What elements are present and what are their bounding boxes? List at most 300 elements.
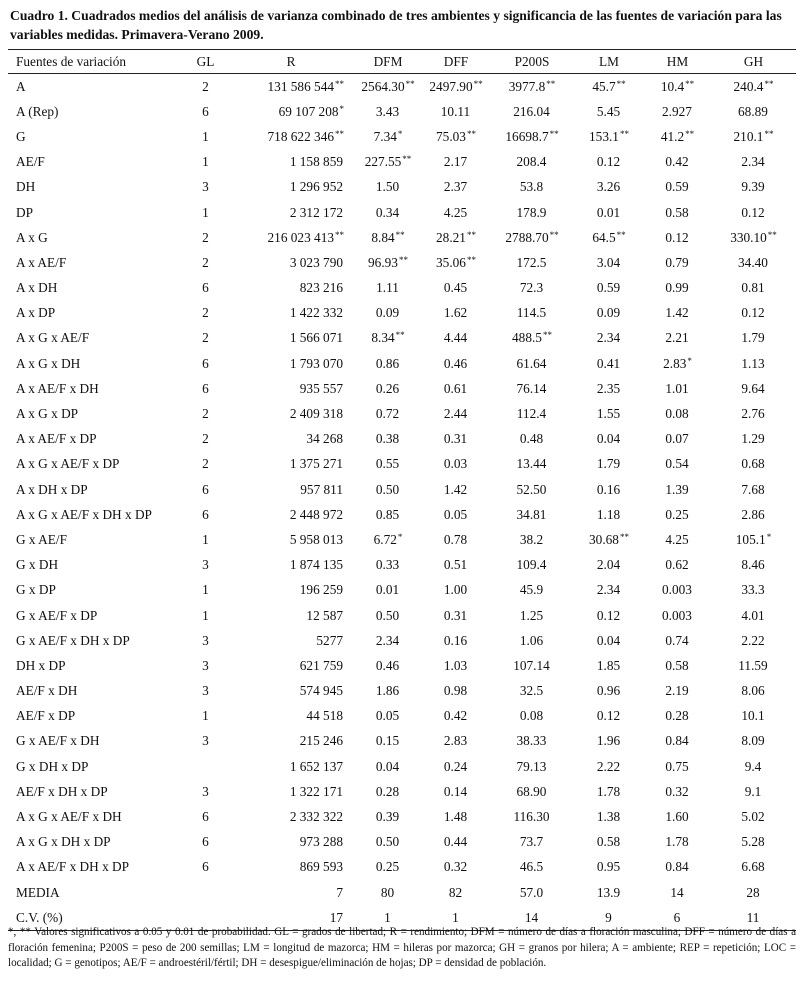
cell-value: 0.41 [596, 355, 621, 371]
cell-gl [183, 150, 228, 175]
cell-value: 0.72 [375, 406, 400, 422]
cell-value: 1.06 [519, 632, 544, 648]
cell-value: 1.13 [741, 355, 765, 371]
table-row [8, 553, 796, 578]
table-row [8, 200, 796, 225]
cell-lm [574, 427, 644, 452]
cell-value: 0.81 [741, 280, 765, 296]
cell-gl [183, 351, 228, 376]
cell-value: 38.33 [516, 733, 547, 749]
cell-value: 210.1 [733, 128, 764, 144]
cell-value: 6 [202, 834, 209, 850]
cell-gl [183, 603, 228, 628]
cell-value: 0.62 [665, 557, 689, 573]
cell-value: 0.96 [596, 683, 621, 699]
cell-value: 4.01 [741, 607, 765, 623]
cell-value: 1 652 137 [289, 758, 343, 774]
cell-value: G x DP [16, 582, 56, 598]
cell-value: 2 [202, 330, 209, 346]
cell-value: 116.30 [513, 809, 550, 825]
cell-value: AE/F x DH x DP [16, 783, 108, 799]
cell-p200s [490, 880, 574, 905]
cell-value: 0.28 [665, 708, 689, 724]
table-row [8, 225, 796, 250]
cell-value: G x AE/F x DH x DP [16, 632, 130, 648]
cell-r [228, 578, 354, 603]
cell-value: A x G x DH [16, 355, 81, 371]
cell-dff [422, 880, 490, 905]
cell-dfm [354, 477, 422, 502]
cell-source [8, 401, 183, 426]
cell-value: 0.54 [665, 456, 689, 472]
cell-hm [644, 225, 711, 250]
cell-p200s [490, 452, 574, 477]
cell-p200s [490, 225, 574, 250]
cell-gl [183, 704, 228, 729]
cell-lm [574, 704, 644, 729]
cell-value: 0.12 [596, 607, 621, 623]
cell-value: 44 518 [306, 708, 343, 724]
table-row [8, 175, 796, 200]
cell-p200s [490, 578, 574, 603]
anova-table [8, 49, 796, 931]
cell-value: 0.84 [665, 859, 689, 875]
significance-marker: ** [466, 254, 476, 265]
table-row [8, 301, 796, 326]
cell-value: 3.26 [596, 179, 621, 195]
cell-value: 935 557 [299, 380, 343, 396]
cell-lm [574, 729, 644, 754]
cell-source [8, 679, 183, 704]
cell-p200s [490, 74, 574, 100]
cell-source [8, 628, 183, 653]
significance-marker: ** [395, 330, 405, 341]
cell-value: 107.14 [513, 657, 550, 673]
cell-value: 3 [202, 657, 209, 673]
cell-value: 4.44 [443, 330, 468, 346]
cell-value: 6 [202, 355, 209, 371]
cell-value: 0.46 [375, 657, 400, 673]
cell-value: 869 593 [299, 859, 343, 875]
table-row [8, 628, 796, 653]
cell-p200s [490, 401, 574, 426]
cell-r [228, 99, 354, 124]
cell-value: A x G x AE/F [16, 330, 90, 346]
cell-value: 10.1 [741, 708, 765, 724]
cell-lm [574, 74, 644, 100]
significance-marker: ** [685, 128, 695, 139]
significance-marker: ** [685, 78, 695, 89]
cell-gh [711, 804, 796, 829]
cell-value: 52.50 [516, 481, 547, 497]
cell-value: 0.99 [665, 280, 689, 296]
cell-value: 1 158 859 [289, 154, 343, 170]
cell-p200s [490, 704, 574, 729]
cell-value: 0.14 [443, 783, 468, 799]
table-row [8, 477, 796, 502]
cell-value: 10.11 [440, 103, 471, 119]
cell-value: 4.25 [443, 204, 468, 220]
cell-value: 6 [202, 859, 209, 875]
cell-value: 2 409 318 [289, 406, 343, 422]
cell-dfm [354, 301, 422, 326]
cell-value: 1.11 [376, 280, 399, 296]
cell-gl [183, 830, 228, 855]
cell-hm [644, 754, 711, 779]
cell-p200s [490, 754, 574, 779]
cell-r [228, 653, 354, 678]
cell-gl [183, 653, 228, 678]
cell-value: 8.34 [371, 330, 395, 346]
cell-value: 1.00 [443, 582, 468, 598]
cell-dfm [354, 351, 422, 376]
cell-r [228, 527, 354, 552]
cell-value: A x AE/F x DP [16, 431, 97, 447]
cell-gh [711, 578, 796, 603]
cell-dfm [354, 175, 422, 200]
significance-marker: ** [549, 128, 559, 139]
cell-dfm [354, 830, 422, 855]
cell-value: 6 [202, 506, 209, 522]
cell-value: 0.05 [375, 708, 400, 724]
cell-p200s [490, 553, 574, 578]
cell-value: 227.55 [364, 154, 402, 170]
cell-hm [644, 351, 711, 376]
cell-r [228, 830, 354, 855]
cell-value: 2497.90 [429, 78, 473, 94]
cell-value: 9 [605, 909, 612, 925]
cell-gl [183, 679, 228, 704]
cell-r [228, 351, 354, 376]
cell-dff [422, 502, 490, 527]
cell-value: 112.4 [516, 406, 547, 422]
cell-value: 7.34 [373, 128, 397, 144]
significance-marker: * [397, 531, 403, 542]
cell-gl [183, 779, 228, 804]
cell-lm [574, 401, 644, 426]
cell-value: 1.50 [375, 179, 400, 195]
cell-value: 330.10 [730, 229, 767, 245]
header-dfm: DFM [373, 53, 403, 69]
cell-lm [574, 653, 644, 678]
cell-gl [183, 276, 228, 301]
cell-p200s [490, 830, 574, 855]
cell-hm [644, 855, 711, 880]
cell-value: 0.75 [665, 758, 689, 774]
cell-dff [422, 477, 490, 502]
cell-value: 14 [524, 909, 539, 925]
cell-value: 5.02 [741, 809, 765, 825]
cell-gl [183, 578, 228, 603]
table-row [8, 452, 796, 477]
cell-value: 0.24 [443, 758, 468, 774]
significance-marker: ** [549, 229, 559, 240]
cell-value: 0.50 [375, 481, 400, 497]
cell-value: 0.16 [596, 481, 621, 497]
cell-gh [711, 553, 796, 578]
cell-source [8, 553, 183, 578]
cell-gh [711, 401, 796, 426]
cell-value: 1.62 [443, 305, 468, 321]
cell-value: 109.4 [516, 557, 547, 573]
cell-hm [644, 502, 711, 527]
cell-gh [711, 376, 796, 401]
cell-r [228, 603, 354, 628]
cell-gh [711, 326, 796, 351]
cell-r [228, 225, 354, 250]
cell-hm [644, 99, 711, 124]
cell-value: 8.09 [741, 733, 765, 749]
cell-dff [422, 653, 490, 678]
table-row [8, 804, 796, 829]
cell-value: A x G x AE/F x DH x DP [16, 506, 152, 522]
significance-marker: ** [402, 154, 412, 165]
cell-dfm [354, 124, 422, 149]
cell-gl [183, 729, 228, 754]
cell-value: 0.79 [665, 254, 689, 270]
cell-value: 718 622 346 [267, 128, 334, 144]
cell-p200s [490, 175, 574, 200]
cell-value: 41.2 [660, 128, 685, 144]
cell-r [228, 553, 354, 578]
cell-p200s [490, 124, 574, 149]
cell-dfm [354, 679, 422, 704]
cell-value: 1.03 [443, 657, 468, 673]
cell-p200s [490, 855, 574, 880]
cell-source [8, 527, 183, 552]
cell-value: A x G x AE/F x DH [16, 809, 122, 825]
cell-r [228, 175, 354, 200]
cell-dfm [354, 628, 422, 653]
cell-value: 0.32 [665, 783, 689, 799]
cell-value: 0.51 [443, 557, 468, 573]
cell-hm [644, 74, 711, 100]
cell-dff [422, 276, 490, 301]
cell-dfm [354, 250, 422, 275]
cell-gh [711, 754, 796, 779]
cell-p200s [490, 376, 574, 401]
cell-value: AE/F [16, 154, 45, 170]
cell-value: 75.03 [436, 128, 466, 144]
cell-r [228, 502, 354, 527]
cell-gl [183, 326, 228, 351]
cell-dfm [354, 150, 422, 175]
table-header-row [8, 50, 796, 74]
cell-gh [711, 150, 796, 175]
cell-value: 2 [202, 229, 209, 245]
cell-r [228, 427, 354, 452]
cell-value: 0.68 [741, 456, 765, 472]
cell-source [8, 427, 183, 452]
cell-source [8, 704, 183, 729]
cell-value: 6 [202, 103, 209, 119]
cell-value: 0.01 [596, 204, 621, 220]
cell-value: 1.29 [741, 431, 765, 447]
cell-gl [183, 175, 228, 200]
cell-r [228, 729, 354, 754]
cell-value: 7.68 [741, 481, 765, 497]
cell-lm [574, 578, 644, 603]
cell-dfm [354, 553, 422, 578]
cell-value: 0.16 [443, 632, 468, 648]
cell-p200s [490, 326, 574, 351]
cell-value: 2 [202, 78, 209, 94]
cell-value: 105.1 [735, 531, 766, 547]
significance-marker: * [339, 103, 344, 114]
cell-gh [711, 351, 796, 376]
cell-dff [422, 754, 490, 779]
cell-lm [574, 880, 644, 905]
cell-r [228, 124, 354, 149]
cell-value: 621 759 [299, 657, 343, 673]
header-dff: DFF [443, 53, 469, 69]
cell-source [8, 804, 183, 829]
cell-value: G x AE/F x DH [16, 733, 100, 749]
cell-value: 1 [202, 531, 209, 547]
significance-marker: ** [619, 128, 629, 139]
cell-value: 2 [202, 431, 209, 447]
cell-dff [422, 704, 490, 729]
cell-dfm [354, 99, 422, 124]
cell-value: 0.31 [443, 607, 468, 623]
cell-lm [574, 301, 644, 326]
cell-value: A x G x AE/F x DP [16, 456, 120, 472]
cell-value: 2.927 [662, 103, 692, 119]
cell-value: 1.86 [375, 683, 400, 699]
header-lm: LM [599, 53, 619, 69]
cell-hm [644, 603, 711, 628]
table-row [8, 276, 796, 301]
cell-source [8, 351, 183, 376]
cell-dfm [354, 880, 422, 905]
cell-value: 1.01 [665, 380, 689, 396]
cell-value: C.V. (%) [16, 909, 63, 925]
cell-dff [422, 150, 490, 175]
cell-value: 6 [202, 280, 209, 296]
cell-gh [711, 427, 796, 452]
cell-gh [711, 779, 796, 804]
cell-dfm [354, 704, 422, 729]
cell-lm [574, 679, 644, 704]
cell-dfm [354, 779, 422, 804]
cell-value: 13.9 [596, 884, 621, 900]
table-row [8, 527, 796, 552]
cell-r [228, 855, 354, 880]
cell-r [228, 74, 354, 100]
cell-value: 2 [202, 456, 209, 472]
cell-gl [183, 74, 228, 100]
cell-value: 1 [202, 607, 209, 623]
cell-value: 2.34 [741, 154, 765, 170]
cell-value: 9.39 [741, 179, 765, 195]
cell-value: 1.42 [665, 305, 689, 321]
cell-source [8, 200, 183, 225]
cell-value: 0.08 [519, 708, 544, 724]
cell-dff [422, 301, 490, 326]
cell-value: 0.03 [443, 456, 468, 472]
table-row [8, 855, 796, 880]
cell-gl [183, 376, 228, 401]
cell-value: 2.35 [596, 380, 621, 396]
cell-value: 0.39 [375, 809, 400, 825]
cell-value: 1.96 [596, 733, 621, 749]
cell-dfm [354, 804, 422, 829]
cell-value: 0.61 [443, 380, 468, 396]
cell-value: 1.79 [741, 330, 765, 346]
cell-value: 0.04 [596, 632, 621, 648]
cell-r [228, 704, 354, 729]
cell-gh [711, 729, 796, 754]
cell-value: 172.5 [516, 254, 547, 270]
cell-value: 0.08 [665, 406, 689, 422]
cell-lm [574, 628, 644, 653]
cell-hm [644, 150, 711, 175]
cell-lm [574, 175, 644, 200]
cell-value: 16698.7 [505, 128, 549, 144]
significance-marker: ** [335, 78, 344, 89]
cell-value: 2.34 [596, 330, 621, 346]
cell-dff [422, 527, 490, 552]
cell-gl [183, 401, 228, 426]
cell-value: 0.55 [375, 456, 400, 472]
cell-value: 2 [202, 305, 209, 321]
cell-gh [711, 628, 796, 653]
cell-p200s [490, 779, 574, 804]
cell-gh [711, 301, 796, 326]
cell-value: 2 332 322 [289, 809, 343, 825]
cell-value: 1 [202, 708, 209, 724]
significance-marker: ** [764, 128, 774, 139]
cell-value: 34.81 [516, 506, 547, 522]
cell-value: 0.50 [375, 834, 400, 850]
cell-value: AE/F x DH [16, 683, 78, 699]
cell-dff [422, 200, 490, 225]
cell-value: 0.12 [665, 229, 689, 245]
cell-value: 0.25 [375, 859, 400, 875]
cell-gh [711, 502, 796, 527]
cell-value: 1.55 [596, 406, 621, 422]
cell-dff [422, 74, 490, 100]
cell-value: 0.58 [596, 834, 621, 850]
cell-gh [711, 830, 796, 855]
significance-marker: ** [619, 531, 629, 542]
significance-marker: * [687, 355, 692, 366]
cell-value: G [16, 128, 26, 144]
cell-value: 68.90 [516, 783, 547, 799]
cell-value: 10.4 [660, 78, 685, 94]
cell-lm [574, 250, 644, 275]
cell-p200s [490, 804, 574, 829]
cell-dfm [354, 502, 422, 527]
significance-marker: ** [335, 128, 344, 139]
cell-r [228, 779, 354, 804]
cell-p200s [490, 477, 574, 502]
cell-value: 1 [452, 909, 459, 925]
cell-r [228, 276, 354, 301]
cell-value: 1 375 271 [289, 456, 343, 472]
cell-hm [644, 326, 711, 351]
cell-value: 2.44 [443, 406, 468, 422]
cell-source [8, 225, 183, 250]
cell-dff [422, 427, 490, 452]
cell-value: 3.43 [375, 103, 400, 119]
cell-value: AE/F x DP [16, 708, 76, 724]
cell-dfm [354, 855, 422, 880]
cell-gh [711, 477, 796, 502]
cell-value: 2 448 972 [289, 506, 343, 522]
cell-value: 2564.30 [361, 78, 405, 94]
cell-source [8, 880, 183, 905]
